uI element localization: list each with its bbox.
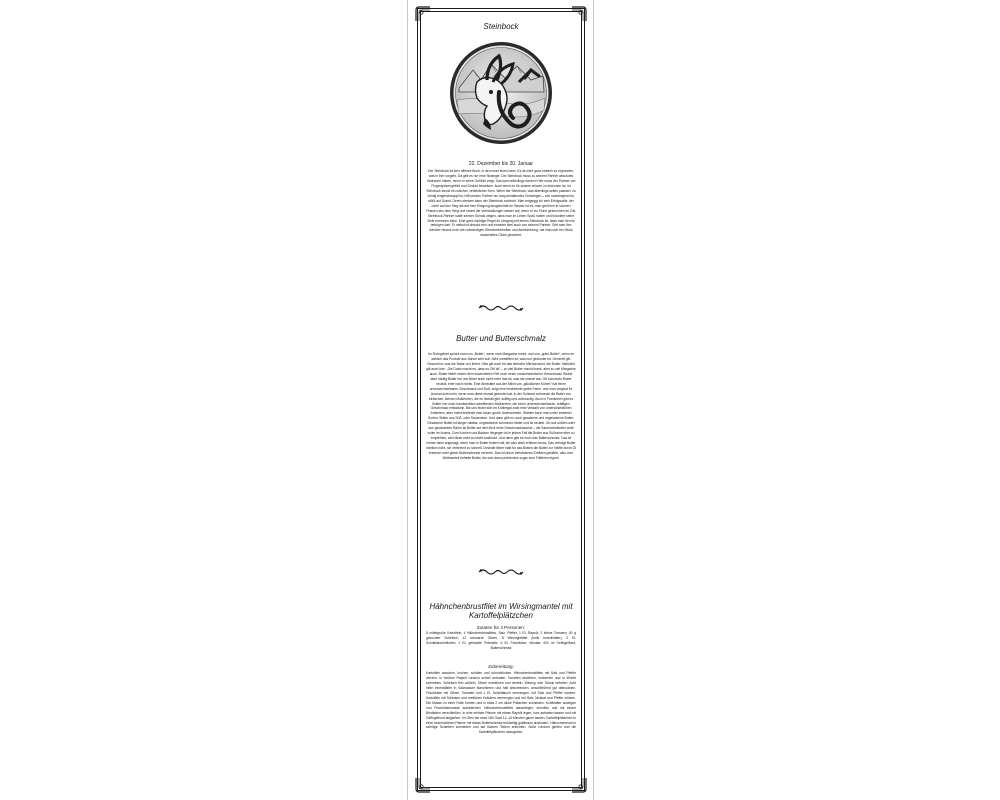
ingredients-heading: Zutaten für 4 Personen:	[476, 625, 526, 630]
preparation-text: Kartoffeln waschen, kochen, schälen und durchdrücken. Hähnchenbrustfilets mit Salz und Pfeffer würzen, in heißem Rapsöl rundum scharf anbraten. Tomaten abziehen, entkernen und in Würfel schneiden. Schinken fein würfeln. Oliven entsteinen und vierteln. Wirsing vom Strunk befreien. Acht helle Innenblätter in Salzwasser blanchieren und halt abschrecken, anschließend gut abtrocknen. Frischkäse mit Oliven, Tomaten und 1 EL Schnittlauch vermengen, mit Salz und Pfeffer würzen. Kartoffeln mit Schinken und restlichen Kräutern vermengen und mit Salz, Muskat und Pfeffer würzen. Die Masse zu einer Rolle formen und in etwa 2 cm dicke Plätzchen schneiden. Kohlblätter auslegen und Frischkäsemasse aufstreichen. Hähnchenbrustfilets daraufiegen, einrollen und mit einem Bindfaden verschließen. In eine erhitzte Pfanne mit etwas Rapsöl legen, kurz anbraten lassen und mit Geflügelfond aufgießen. Im Ofen bei etwa 180 Grad 12–14 Minuten garen lassen. Kartoffelplätzchen in einer beschichteten Pfanne mit etwas Butterschmalz beidseitig goldbraun ausbraten. Hähnchenbrust in schräge Scheiben schneiden und auf flachen Tellern anrichten, Soße rundum gießen und die Kartoffelplätzchen dazugeben.	[426, 671, 576, 735]
ingredients-text: 8 mittelgroße Kartoffeln, 4 Hähnchenbrustfilets, Salz, Pfeffer, 1 EL Rapsöl, 2 kleine Tomaten, 60 g gekochter Schinken, 12 schwarze Oliven, 8 Wirsingblätter (helle Innenblätter), 2 EL Schnittlauchröllchen, 1 EL gehackte Petersilie, 6 EL Frischkäse, Muskat, 400 ml Geflügelfond, Butterschmalz	[426, 631, 576, 650]
zodiac-date-range: 22. Dezember bis 20. Januar	[468, 161, 534, 167]
section-title-recipe: Hähnchenbrustfilet im Wirsingmantel mit Kartoffelplätzchen	[429, 602, 573, 620]
preparation-heading: Zubereitung:	[488, 664, 514, 669]
capricorn-zodiac-emblem-icon	[447, 40, 555, 146]
butter-text: Im Ruhrgebiet spricht man von „Butter“, wenn man Margarine meint, und von „guter Butter“, wenn es wirklich das Produkt aus Sahne sein soll. Sehr umstritten ist, was nun gesünder ist. Generell gilt: Gesund ist, was die Natur uns liefert. Dies gilt auch für das tierische Milchprodukt, die Butter. Natürlich gilt auch hier: „Die Dosis macht es, dass es Gift ist“ – zu viel Butter macht krank, aber zu viel Margarine auch. Butter liefert neben dem essenziellen Fett noch einen unnachahmlichen Geschmack! Wobei aber häufig Butter bei uns leider auch nicht mehr das ist, was sie einmal war. Oft schmeckt Butter neutral, eher nach nichts. Eine Almbutter aus der Milch von „glücklichen Kühen“ hat einen unverwechselbaren Geschmack und Duft, zeigt eine leuchtende gelbe Farbe, und man vergisst ihr Aroma nicht mehr, wenn man diese einmal gekostet hat. In der Schweiz schmeckt die Butter von einfachen, kleinen Molkereien, die es überall gibt, kräftig und vollmundig. Auch in Frankreich gibt es Butter von noch handwerklich arbeitenden Molkereien, die einen unverwechselbaren, kräftigen Geschmack entwickeln. Bis uns findet sich im Kühlregal zwar eine Vielzahl von unterschiedlichen Anbietern, aber meist entdeckt man kaum große Unterschiede. Wählen kann man unter zweierlei Sorten: Butter aus Süß- oder Sauerrahm. Und dann gibt es noch gesalzene und ungesalzene Butter. Gesalzene Butter ist länger haltbar, ungesalzene schmeckt milder und ist neutral. Ob aus süßem oder aus gesäuertem Rahm ist Butter auf dem Brot reine Geschmackssache – die Sauerrahmbutter wirkt voller im Aroma. Zum Kochen und Backen hingegen ist in jedem Fall die Butter aus Süßrahm eher zu empfehlen, weil diese nicht so leicht ausflockt. Und dann gibt es noch das Butterschmalz. Das ist immer dann angesagt, wenn man in Butter braten will, sie also stark erhitzen muss. Das verträgt Butter nämlich nicht, sie verbrennt zu schnell. Deshalb lieber statt für das Braten die Butter zur Hälfte durch Öl ersetzen oder gleich Butterschmalz nehmen. Das ist durch behutsames Erhitzen geklärte, also vom Molkeanteil befreite Butter, die sich dann problemlos sogar zum Frittieren eignet.	[426, 352, 576, 461]
divider-ornament-icon	[477, 568, 525, 576]
steinbock-text: Der Steinbock ist kein offenes Buch, in dem man lesen kann. Es ist nicht ganz einfach zu ergründen, was in ihm vorgeht. Da gibt es nur eine Strategie: Der Steinbock muss zu seinem Partner absolutes Vertrauen haben, bevor er seine Gefühle zeigt. Das kann allerdings dauern! Hier muss der Partner viel Fingerspitzengefühl und Geduld beweisen. Auch wenn es für andere schwer zu erkennen ist, im Steinbock steckt ein weicher, verletzlicher Kern. Wenn der Steinbock, was allerdings selten passiert, zu richtig eingeschnappt ist, hilft seinem Partner nur lang anhaltendes Schweigen – wer nachtragend ist, stößt auf Granit. Deren stretzen kann der Steinbock schlecht. Man entgeggt ich sein Erfolgswille, der mehr auf den Sieg als auf eine Einigung ausgerichtet ist. Besser ist es, man geht ihm in solchen Phasen aus dem Weg und nimmt die Verhandlungen wieder auf, wenn er zur Ruhe gekommen ist. Der Steinbock-Partner sollte seinem Schatz zeigen, dass man im Leben Spaß haben und trotzdem seine Ziele erreichen kann. Eine ganz wichtige Regel im Umgang mit einem Steinbock ist, dass man ihn nie betrügen darf. Er selbst ist absolut treu und erwartet dies auch von seinem Partner. Gibt man ihm darüber hinaus noch die notwendigen Streicheleinheiten und Anerkennung, hat man sich ein Stück dauerhaftes Glück gesichert.	[426, 169, 576, 238]
section-title-steinbock: Steinbock	[483, 22, 519, 31]
section-title-butter: Butter und Butterschmalz	[456, 334, 546, 343]
page-content	[424, 14, 578, 784]
divider-ornament-icon	[477, 304, 525, 312]
